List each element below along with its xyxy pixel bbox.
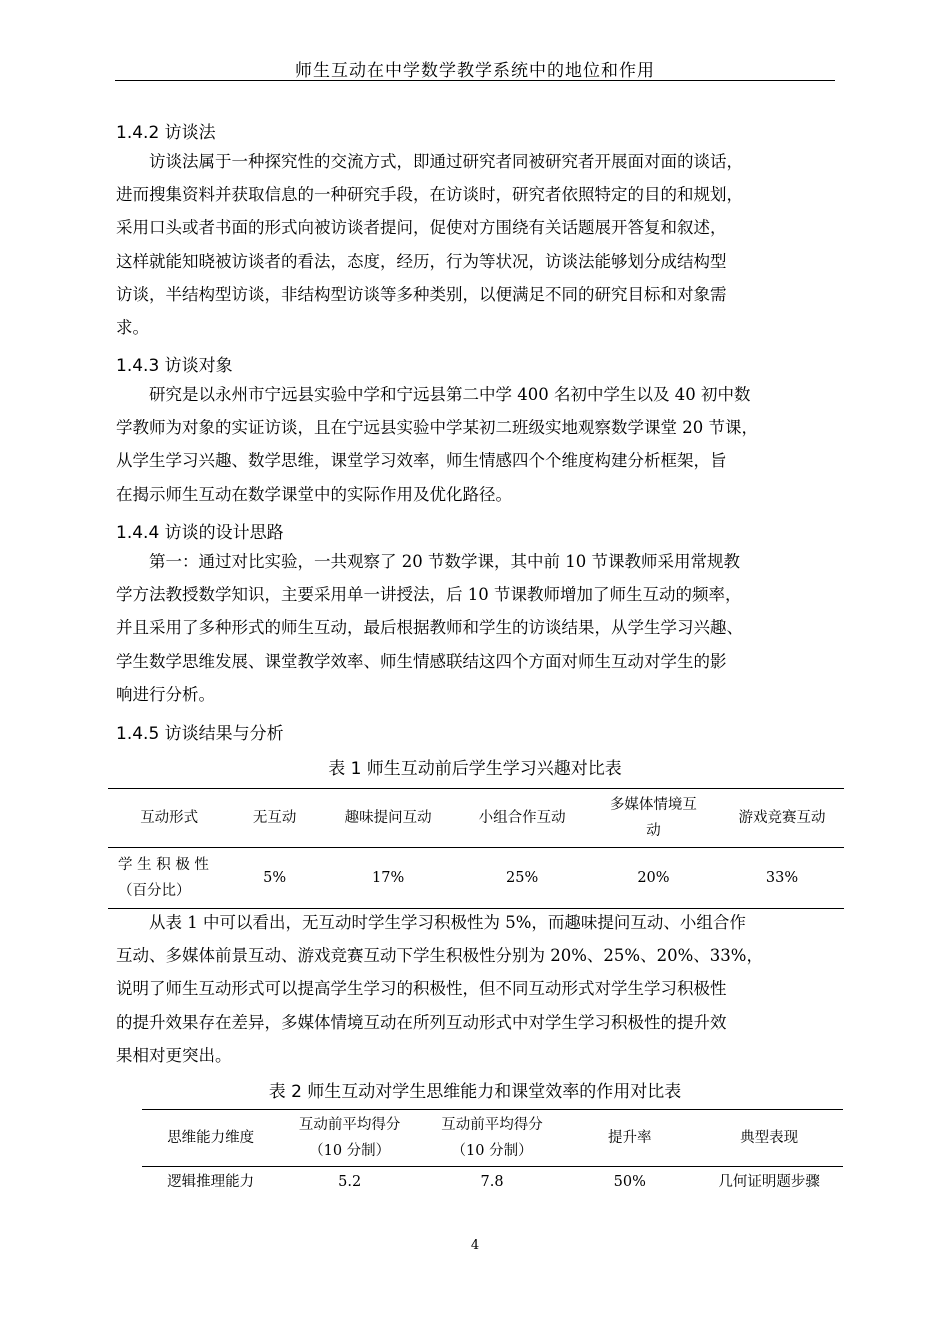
text-line: 研究是以永州市宁远县实验中学和宁远县第二中学 400 名初中学生以及 40 初中数 (116, 385, 751, 404)
text-line: 采用口头或者书面的形式向被访谈者提问，促使对方围绕有关话题展开答复和叙述， (116, 218, 727, 238)
table2-cell: 5.2 (338, 1174, 362, 1190)
page-number: 4 (470, 1238, 480, 1253)
table2-header-row (142, 1110, 843, 1167)
table1-interest-comparison (108, 788, 844, 909)
table-row (108, 848, 844, 909)
table2-cell: 逻辑推理能力 (167, 1174, 255, 1190)
text-line: 这样就能知晓被访谈者的看法，态度，经历，行为等状况，访谈法能够划分成结构型 (116, 251, 727, 271)
header-line: （10 分制） (309, 1143, 391, 1159)
header-line: 动 (646, 823, 661, 839)
text-line: 第一：通过对比实验，一共观察了 20 节数学课，其中前 10 节课教师采用常规教 (116, 552, 740, 571)
table2-cell: 50% (613, 1174, 646, 1190)
text-line: 求。 (116, 318, 149, 338)
table2-caption: 表 2 师生互动对学生思维能力和课堂效率的作用对比表 (268, 1082, 682, 1102)
table1-header-cell: 小组合作互动 (457, 789, 586, 848)
table1-header-cell (587, 789, 720, 848)
table2-cell: 7.8 (480, 1174, 504, 1190)
text-line: 在揭示师生互动在数学课堂中的实际作用及优化路径。 (116, 484, 512, 504)
text-line: 从学生学习兴趣、数学思维，课堂学习效率，师生情感四个个维度构建分析框架，旨 (116, 451, 727, 471)
table2-header-cell: 典型表现 (695, 1110, 843, 1167)
table2-thinking-efficiency (142, 1109, 843, 1197)
heading-1-4-2: 1.4.2 访谈法 (116, 123, 216, 143)
table1-cell: 17% (372, 870, 405, 886)
table2-header-cell: 思维能力维度 (142, 1110, 279, 1167)
table1-header-cell: 游戏竞赛互动 (720, 789, 844, 848)
text-line: 访谈法属于一种探究性的交流方式，即通过研究者同被研究者开展面对面的谈话， (116, 152, 743, 171)
paragraph-table1-analysis (116, 906, 840, 1072)
table1-header-cell: 互动形式 (108, 789, 230, 848)
text-line: 学生数学思维发展、课堂教学效率、师生情感联结这四个方面对师生互动对学生的影 (116, 651, 727, 671)
table1-cell: 5% (263, 870, 287, 886)
table2-header-cell (279, 1110, 420, 1167)
text-line: 互动、多媒体前景互动、游戏竞赛互动下学生积极性分别为 20%、25%、20%、33%， (116, 946, 763, 966)
table1-cell: 20% (637, 870, 670, 886)
paragraph-design (116, 545, 840, 711)
text-line: 的提升效果存在差异，多媒体情境互动在所列互动形式中对学生学习积极性的提升效 (116, 1012, 727, 1032)
table2-header-cell: 提升率 (564, 1110, 695, 1167)
text-line: 说明了师生互动形式可以提高学生学习的积极性，但不同互动形式对学生学习积极性 (116, 979, 727, 999)
header-line: 互动前平均得分 (298, 1117, 401, 1133)
paragraph-interview-subjects (116, 378, 840, 511)
table1-cell: 25% (506, 870, 539, 886)
table2-header-cell (420, 1110, 564, 1167)
table1-header-cell: 趣味提问互动 (319, 789, 458, 848)
heading-1-4-4: 1.4.4 访谈的设计思路 (116, 523, 284, 543)
row-label-line: （百分比） (118, 883, 191, 899)
table2-cell: 几何证明题步骤 (718, 1174, 820, 1190)
heading-1-4-5: 1.4.5 访谈结果与分析 (116, 724, 284, 744)
table1-row-label (108, 848, 230, 909)
text-line: 进而搜集资料并获取信息的一种研究手段，在访谈时，研究者依照特定的目的和规划， (116, 185, 743, 205)
text-line: 学教师为对象的实证访谈，且在宁远县实验中学某初二班级实地观察数学课堂 20 节课， (116, 418, 758, 438)
header-line: （10 分制） (451, 1143, 533, 1159)
table1-cell: 33% (765, 870, 799, 886)
header-line: 多媒体情境互 (609, 797, 697, 813)
text-line: 从表 1 中可以看出，无互动时学生学习积极性为 5%，而趣味提问互动、小组合作 (116, 913, 746, 932)
text-line: 并且采用了多种形式的师生互动，最后根据教师和学生的访谈结果，从学生学习兴趣、 (116, 618, 743, 638)
header-rule (115, 80, 835, 81)
paragraph-interview-method (116, 145, 840, 344)
table-row (142, 1167, 843, 1198)
table1-caption: 表 1 师生互动前后学生学习兴趣对比表 (328, 759, 622, 779)
text-line: 响进行分析。 (116, 684, 215, 704)
heading-1-4-3: 1.4.3 访谈对象 (116, 356, 233, 376)
text-line: 访谈，半结构型访谈，非结构型访谈等多种类别，以便满足不同的研究目标和对象需 (116, 284, 727, 304)
table1-header-cell: 无互动 (230, 789, 318, 848)
table1-header-row (108, 789, 844, 848)
text-line: 学方法教授数学知识，主要采用单一讲授法，后 10 节课教师增加了师生互动的频率， (116, 585, 742, 605)
running-header: 师生互动在中学数学教学系统中的地位和作用 (295, 61, 655, 81)
header-line: 互动前平均得分 (441, 1117, 543, 1133)
row-label-line: 学 生 积 极 性 (118, 857, 209, 873)
text-line: 果相对更突出。 (116, 1045, 232, 1065)
